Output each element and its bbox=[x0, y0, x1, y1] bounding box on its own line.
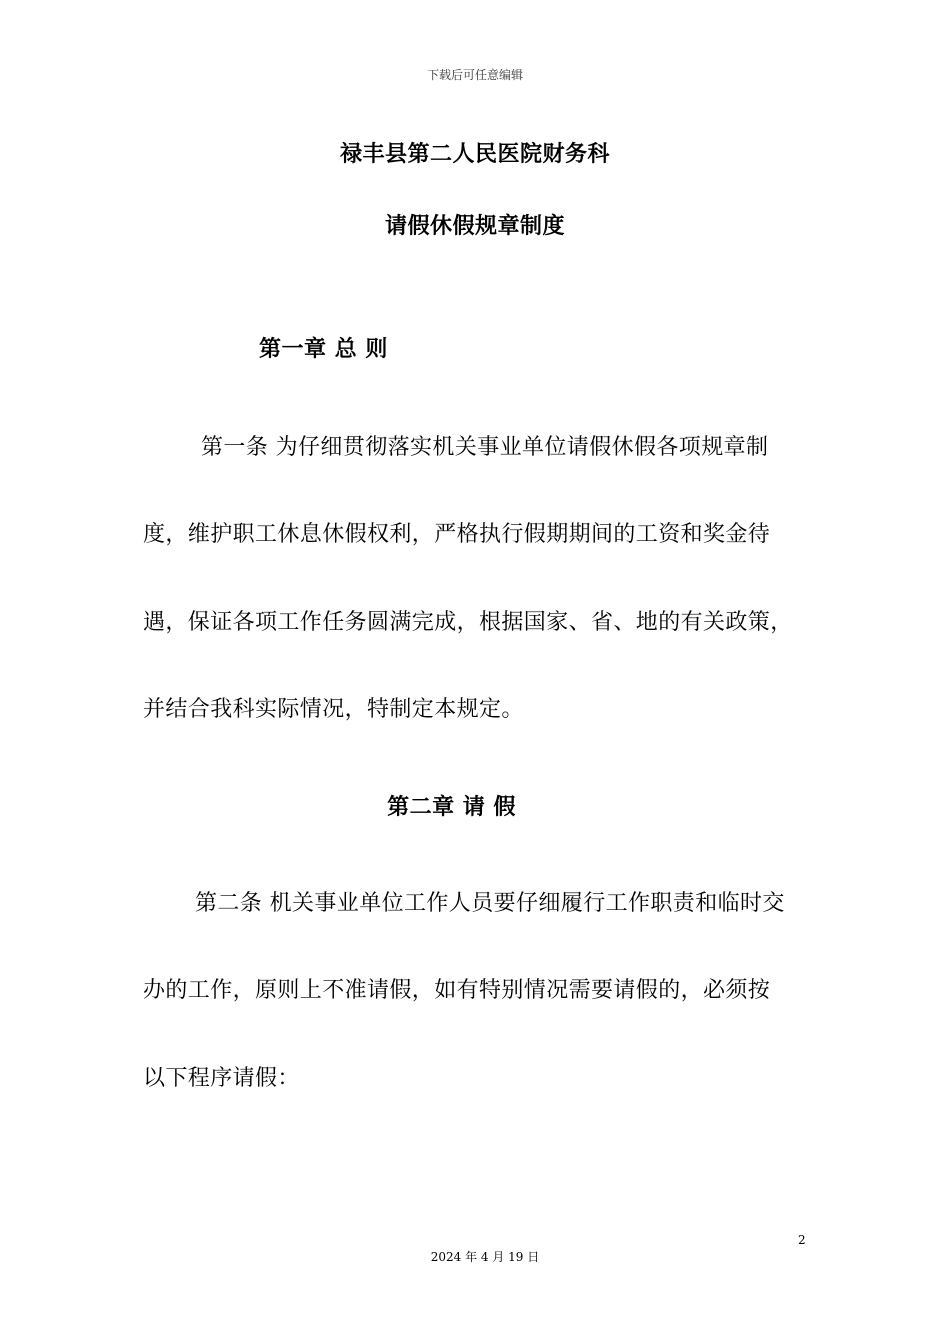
chapter-2-paragraph-line: 办的工作，原则上不准请假，如有特别情况需要请假的，必须按 bbox=[143, 978, 771, 1003]
chapter-2-heading: 第二章 请 假 bbox=[387, 795, 516, 820]
chapter-2-paragraph-line: 第二条 机关事业单位工作人员要仔细履行工作职责和临时交 bbox=[195, 891, 785, 916]
chapter-1-paragraph-line: 遇，保证各项工作任务圆满完成，根据国家、省、地的有关政策， bbox=[143, 610, 793, 635]
header-note: 下载后可任意编辑 bbox=[426, 68, 523, 82]
page-number: 2 bbox=[798, 1233, 806, 1247]
chapter-1-paragraph-line: 度，维护职工休息休假权利，严格执行假期期间的工资和奖金待 bbox=[143, 522, 771, 547]
chapter-1-heading: 第一章 总 则 bbox=[259, 337, 388, 362]
document-title-line2: 请假休假规章制度 bbox=[384, 214, 565, 239]
chapter-1-paragraph-line: 并结合我科实际情况，特制定本规定。 bbox=[143, 697, 524, 722]
footer-date: 2024 年 4 月 19 日 bbox=[430, 1250, 540, 1264]
chapter-2-paragraph-line: 以下程序请假： bbox=[143, 1066, 300, 1091]
document-title-line1: 禄丰县第二人民医院财务科 bbox=[339, 142, 610, 167]
chapter-1-paragraph-line: 第一条 为仔细贯彻落实机关事业单位请假休假各项规章制 bbox=[201, 435, 769, 460]
